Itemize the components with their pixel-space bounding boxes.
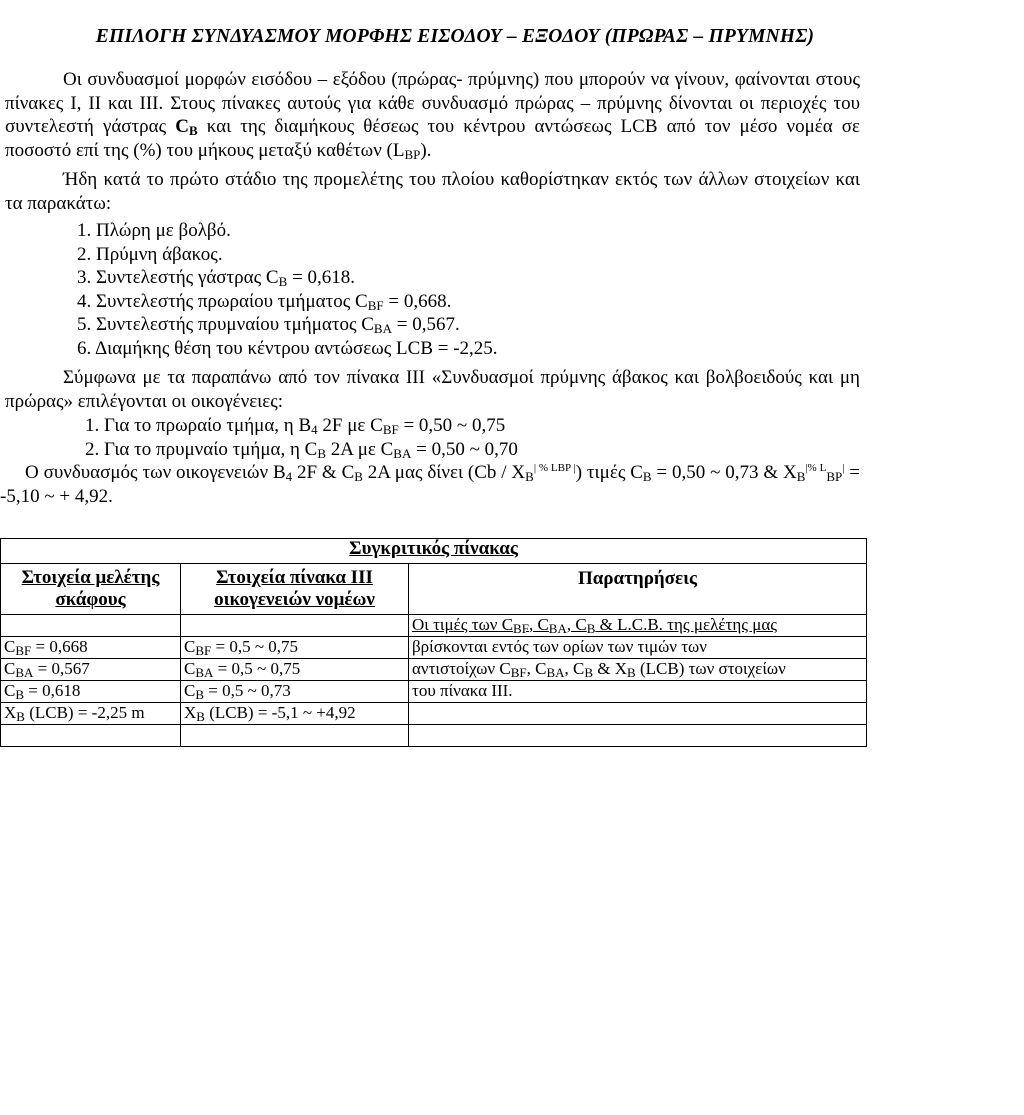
remark-cell: του πίνακα III. <box>409 681 867 703</box>
intro-text-a: Οι συνδυασμοί μορφών εισόδου – εξόδου (πρώρας- πρύμνης) που μπορούν να γίνουν, φαίνονται στους πίνακες I, II και III. Στους πίνακες αυτούς για κάθε συνδυασμό πρώρας – πρύμνης δίνονται οι περιοχές του συντελεστή γάστρας <box>5 69 860 137</box>
combination-paragraph: Ο συνδυασμός των οικογενειών $B_4$ 2F & $C_B$ 2A μας δίνει $(Cb / X_B^{| \% LBP |})$ τιμές $C_B = 0,50$ ~ 0,73 & $X_B^{|\% L}_{BP}^| = -5,10$ ~ + 4,92. <box>0 462 860 507</box>
range-value-cell: $C_B = 0,5$ ~ 0,73 <box>181 681 409 703</box>
range-value-cell: $X_B$ (LCB) = -5,1 ~ +4,92 <box>181 703 409 725</box>
table-header-row <box>1 564 867 615</box>
table-row <box>1 615 867 637</box>
list-item: 4. Συντελεστής πρωραίου τμήματος $C_{BF} = 0,668$. <box>77 290 452 313</box>
intro-lbp-sub: BP <box>404 146 421 162</box>
list-item: 3. Συντελεστής γάστρας $C_B = 0,618$. <box>77 267 355 289</box>
table-caption-row <box>1 539 867 564</box>
families-list <box>85 414 518 461</box>
table-row <box>1 659 867 681</box>
remark-cell <box>409 703 867 725</box>
table-row <box>1 637 867 659</box>
list-item: 2. Πρύμνη άβακος. <box>77 243 223 265</box>
table-row <box>1 703 867 725</box>
remark-cell: βρίσκονται εντός των ορίων των τιμών των <box>409 637 867 659</box>
intro-cb-sub: B <box>188 123 198 138</box>
list-item: 5. Συντελεστής πρυμναίου τμήματος $C_{BA} = 0,567$. <box>77 314 460 336</box>
study-value-cell: $C_{BA} = 0,567$ <box>1 659 181 681</box>
list-item: 1. Για το πρωραίο τμήμα, η $B_4$ 2F με $C_{BF} = 0,50$ ~ 0,75 <box>85 415 506 437</box>
intro-cb-symbol: C <box>175 116 189 137</box>
range-value-cell: $C_{BA} = 0,5$ ~ 0,75 <box>181 659 409 681</box>
list-item: 6. Διαμήκης θέση του κέντρου αντώσεως LCB = -2,25. <box>77 337 498 359</box>
intro-paragraph <box>5 68 860 162</box>
list-item: 1. Πλώρη με βολβό. <box>77 220 231 241</box>
table-row <box>1 725 867 747</box>
study-value-cell: $C_{BF} = 0,668$ <box>1 637 181 659</box>
range-value-cell: $C_{BF} = 0,5$ ~ 0,75 <box>181 637 409 659</box>
preliminary-paragraph: Ήδη κατά το πρώτο στάδιο της προμελέτης του πλοίου καθορίστηκαν εκτός των άλλων στοιχείων και τα παρακάτω: <box>5 169 860 214</box>
intro-text-c: ). <box>420 139 432 161</box>
table-caption: Συγκριτικός πίνακας <box>1 539 867 564</box>
list-item: 2. Για το πρυμναίο τμήμα, η $C_B$ 2A με $C_{BA} = 0,50$ ~ 0,70 <box>85 438 518 461</box>
header-study-data: Στοιχεία μελέτης σκάφους <box>1 564 181 615</box>
selection-paragraph: Σύμφωνα με τα παραπάνω από τον πίνακα III «Συνδυασμοί πρύμνης άβακος και βολβοειδούς και μη πρώρας» επιλέγονται οι οικογένειες: <box>5 367 860 412</box>
intro-text-b: και της διαμήκους θέσεως του κέντρου αντώσεως LCB από τον μέσο νομέα σε ποσοστό επί της (%) του μήκους μεταξύ καθέτων (L <box>5 116 861 161</box>
remark-cell: Οι τιμές των $C_{BF}$, $C_{BA}$, $C_B$ & L.C.B. της μελέτης μας <box>409 615 867 637</box>
preliminary-list <box>77 219 498 360</box>
comparison-table <box>0 538 867 747</box>
page-title: ΕΠΙΛΟΓΗ ΣΥΝΔΥΑΣΜΟΥ ΜΟΡΦΗΣ ΕΙΣΟΔΟΥ – ΕΞΟΔΟΥ (ΠΡΩΡΑΣ – ΠΡΥΜΝΗΣ) <box>95 26 815 47</box>
header-table-data: Στοιχεία πίνακα III οικογενειών νομέων <box>181 564 409 615</box>
header-remarks: Παρατηρήσεις <box>409 564 867 615</box>
remark-cell: αντιστοίχων $C_{BF}$, $C_{BA}$, $C_B$ & $X_B$ (LCB) των στοιχείων <box>409 659 867 681</box>
study-value-cell: $C_B = 0,618$ <box>1 681 181 703</box>
table-row <box>1 681 867 703</box>
study-value-cell: $X_B$ (LCB) = -2,25 m <box>1 703 181 725</box>
